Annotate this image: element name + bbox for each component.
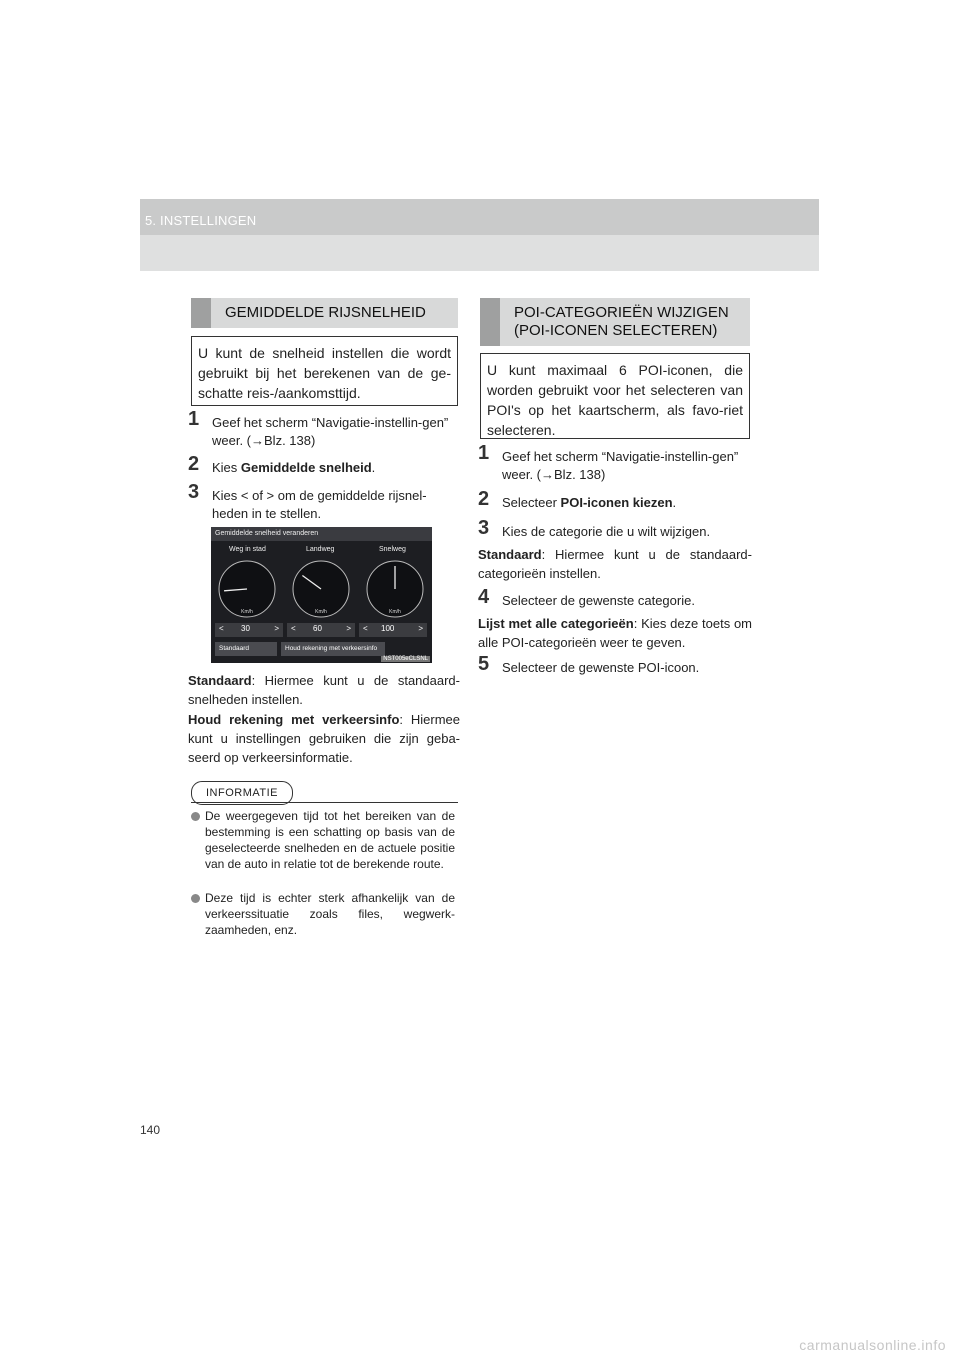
step-text: Kies < of > om de gemiddelde rijsnel-heden in te stellen. bbox=[212, 488, 427, 521]
step-number: 1 bbox=[478, 442, 490, 464]
term-desc: : Hiermee kunt u de standaard-categorieën instellen. bbox=[478, 547, 752, 581]
bullet-text: De weergegeven tijd tot het bereiken van de bestemming is een schatting op basis van de geselecteerde snelheden en de actuele positie van de auto in relatie tot de berekende route. bbox=[205, 809, 455, 871]
step-1-right bbox=[478, 442, 752, 484]
step-number: 3 bbox=[188, 481, 200, 503]
step-number: 5 bbox=[478, 653, 490, 675]
decrease-button[interactable]: < bbox=[219, 624, 224, 633]
step-number: 2 bbox=[478, 488, 490, 510]
heading-poi-categorieen bbox=[480, 298, 750, 346]
para-houd-rekening bbox=[188, 710, 460, 767]
speed-value-city: 30 bbox=[241, 624, 250, 633]
step-text-bold: POI-iconen kiezen bbox=[560, 495, 673, 510]
heading-gemiddelde-rijsnelheid: GEMIDDELDE RIJSNELHEID bbox=[191, 298, 458, 328]
watermark: carmanualsonline.info bbox=[799, 1337, 946, 1353]
info-bullet-2 bbox=[191, 890, 455, 938]
para-standaard-left bbox=[188, 671, 460, 709]
term-lijst: Lijst met alle categorieën bbox=[478, 616, 634, 631]
heading-line-2: (POI-ICONEN SELECTEREN) bbox=[514, 322, 718, 339]
increase-button[interactable]: > bbox=[418, 624, 423, 633]
step-number: 2 bbox=[188, 453, 200, 475]
step-4-right bbox=[478, 586, 752, 610]
gauge-unit: Km/h bbox=[241, 609, 253, 615]
step-3-left bbox=[188, 481, 460, 523]
info-divider bbox=[191, 802, 458, 803]
step-text-post: . bbox=[371, 460, 376, 475]
step-5-right bbox=[478, 653, 752, 677]
step-2-right bbox=[478, 488, 752, 512]
intro-box-left: U kunt de snelheid instellen die wordt gebruikt bij het berekenen van de ge-schatte reis-/aankomsttijd. bbox=[191, 336, 458, 406]
step-2-left bbox=[188, 453, 460, 477]
step-text: Selecteer de gewenste POI-icoon. bbox=[502, 660, 700, 675]
speed-row-highway bbox=[359, 623, 427, 637]
step-text bbox=[188, 459, 460, 477]
speed-value-country: 60 bbox=[313, 624, 322, 633]
screen-title-bar: Gemiddelde snelheid veranderen bbox=[211, 527, 432, 541]
speedometer-gauge-highway bbox=[361, 557, 429, 619]
image-code: NST005eCLSNL bbox=[383, 656, 428, 662]
intro-box-right: U kunt maximaal 6 POI-iconen, die worden gebruikt voor het selecteren van POI's op het kaartscherm, als favo-riet selecteren. bbox=[480, 353, 750, 439]
label-snelweg: Snelweg bbox=[379, 546, 406, 553]
increase-button[interactable]: > bbox=[346, 624, 351, 633]
speedometer-gauge-city bbox=[213, 557, 281, 619]
step-number: 3 bbox=[478, 517, 490, 539]
speed-value-highway: 100 bbox=[381, 624, 395, 633]
section-title: 5. INSTELLINGEN bbox=[145, 213, 257, 228]
step-text: Kies de categorie die u wilt wijzigen. bbox=[502, 524, 711, 539]
term-desc: : Hiermee kunt u instellingen gebruiken die zijn geba-seerd op verkeersinformatie. bbox=[188, 712, 460, 765]
para-standaard-right bbox=[478, 545, 752, 583]
standard-button[interactable]: Standaard bbox=[215, 642, 277, 656]
page-header bbox=[140, 199, 819, 271]
decrease-button[interactable]: < bbox=[291, 624, 296, 633]
label-landweg: Landweg bbox=[306, 546, 335, 553]
increase-button[interactable]: > bbox=[274, 624, 279, 633]
informatie-label: INFORMATIE bbox=[191, 781, 293, 805]
step-text-pre: Kies bbox=[212, 460, 241, 475]
para-lijst-alle-categorieen bbox=[478, 614, 752, 652]
term-standaard: Standaard bbox=[188, 673, 252, 688]
step-text: Geef het scherm “Navigatie-instellin-gen” weer. (→Blz. 138) bbox=[212, 415, 449, 448]
term-desc: : Hiermee kunt u de standaard-snelheden instellen. bbox=[188, 673, 460, 707]
step-text bbox=[478, 494, 752, 512]
term-houd-rekening: Houd rekening met verkeersinfo bbox=[188, 712, 400, 727]
bullet-text: Deze tijd is echter sterk afhankelijk van de verkeerssituatie zoals files, wegwerk-zaamheden, enz. bbox=[205, 891, 455, 937]
info-bullet-1 bbox=[191, 808, 455, 872]
step-text-bold: Gemiddelde snelheid bbox=[240, 460, 372, 475]
term-standaard: Standaard bbox=[478, 547, 542, 562]
label-weg-in-stad: Weg in stad bbox=[229, 546, 266, 553]
page-number: 140 bbox=[140, 1123, 161, 1137]
step-number: 4 bbox=[478, 586, 490, 608]
heading-line-1: POI-CATEGORIEËN WIJZIGEN bbox=[514, 304, 729, 321]
gauge-unit: Km/h bbox=[315, 609, 327, 615]
decrease-button[interactable]: < bbox=[363, 624, 368, 633]
step-number: 1 bbox=[188, 408, 200, 430]
bullet-dot-icon bbox=[191, 812, 200, 821]
bullet-dot-icon bbox=[191, 894, 200, 903]
step-1-left bbox=[188, 408, 460, 450]
header-band bbox=[140, 199, 819, 235]
step-text-post: . bbox=[672, 495, 677, 510]
step-text: Geef het scherm “Navigatie-instellin-gen” weer. (→Blz. 138) bbox=[502, 449, 739, 482]
term-desc: : Kies deze toets om alle POI-categorieën weer te geven. bbox=[478, 616, 752, 650]
settings-screenshot bbox=[211, 527, 432, 663]
speedometer-gauge-country bbox=[287, 557, 355, 619]
gauge-unit: Km/h bbox=[389, 609, 401, 615]
step-3-right bbox=[478, 517, 752, 541]
speed-row-city bbox=[215, 623, 283, 637]
step-text-pre: Selecteer bbox=[502, 495, 561, 510]
step-text: Selecteer de gewenste categorie. bbox=[502, 593, 695, 608]
speed-row-country bbox=[287, 623, 355, 637]
traffic-info-button[interactable]: Houd rekening met verkeersinfo bbox=[281, 642, 385, 656]
